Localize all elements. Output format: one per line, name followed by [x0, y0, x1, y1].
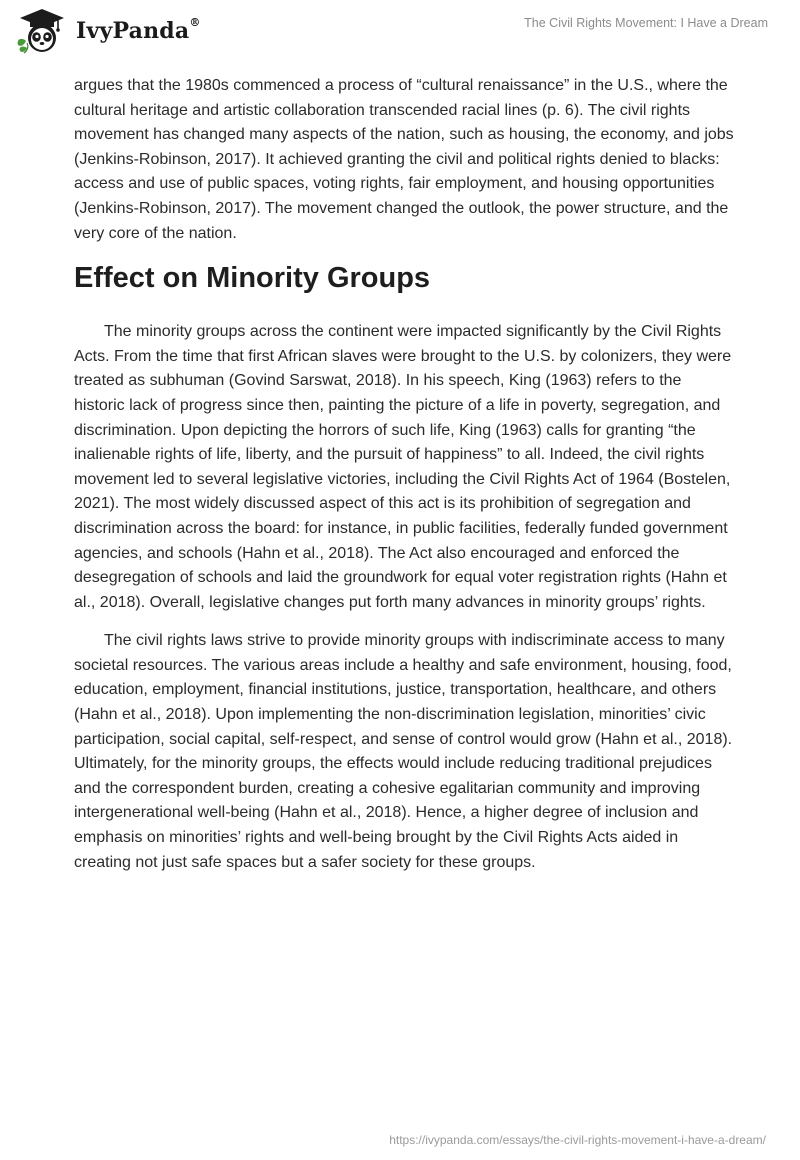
source-url[interactable]: https://ivypanda.com/essays/the-civil-rights-movement-i-have-a-dream/: [389, 1133, 766, 1147]
ivypanda-logo[interactable]: [14, 7, 201, 55]
registered-mark: ®: [189, 16, 201, 29]
section-heading: Effect on Minority Groups: [74, 262, 431, 295]
body-paragraph: The minority groups across the continent were impacted significantly by the Civil Rights Acts. From the time that first African slaves were brought to the U.S. by colonizers, they were treated as subhuman (Govind Sarswat, 2018). In his speech, King (1963) refers to the historic lack of progress since then, painting the picture of a life in poverty, segregation, and discrimination. Upon depicting the horrors of such life, King (1963) calls for granting “the inalienable rights of life, liberty, and the pursuit of happiness” to all. Indeed, the civil rights movement led to several legislative victories, including the Civil Rights Act of 1964 (Bostelen, 2021). The most widely discussed aspect of this act is its prohibition of segregation and discrimination across the board: for instance, in public facilities, federally funded government agencies, and schools (Hahn et al., 2018). The Act also encouraged and enforced the desegregation of schools and laid the groundwork for equal voter registration rights (Hahn et al., 2018). Overall, legislative changes put forth many advances in minority groups’ rights.: [74, 323, 732, 611]
body-paragraph: The civil rights laws strive to provide minority groups with indiscriminate access to many societal resources. The various areas include a healthy and safe environment, housing, food, education, employment, financial institutions, justice, transportation, healthcare, and others (Hahn et al., 2018). Upon implementing the non-discrimination legislation, minorities’ civic participation, social capital, self-respect, and sense of control would grow (Hahn et al., 2018). Ultimately, for the minority groups, the effects would include reducing traditional prejudices and the correspondent burden, creating a cohesive egalitarian community and improving intergenerational well-being (Hahn et al., 2018). Hence, a higher degree of inclusion and emphasis on minorities’ rights and well-being brought by the Civil Rights Acts aided in creating not just safe spaces but a safer society for these groups.: [74, 632, 733, 871]
panda-logo-icon: [14, 7, 70, 55]
logo-wordmark: IvyPanda®: [76, 16, 201, 44]
essay-content: [74, 74, 734, 889]
document-title: The Civil Rights Movement: I Have a Dream: [524, 16, 768, 30]
intro-paragraph: argues that the 1980s commenced a process of “cultural renaissance” in the U.S., where the cultural heritage and artistic collaboration transcended racial lines (p. 6). The civil rights movement has changed many aspects of the nation, such as housing, the economy, and jobs (Jenkins-Robinson, 2017). It achieved granting the civil and political rights denied to blacks: access and use of public spaces, voting rights, fair employment, and housing opportunities (Jenkins-Robinson, 2017). The movement changed the outlook, the power structure, and the very core of the nation.: [74, 77, 734, 242]
page-header: [0, 0, 800, 70]
